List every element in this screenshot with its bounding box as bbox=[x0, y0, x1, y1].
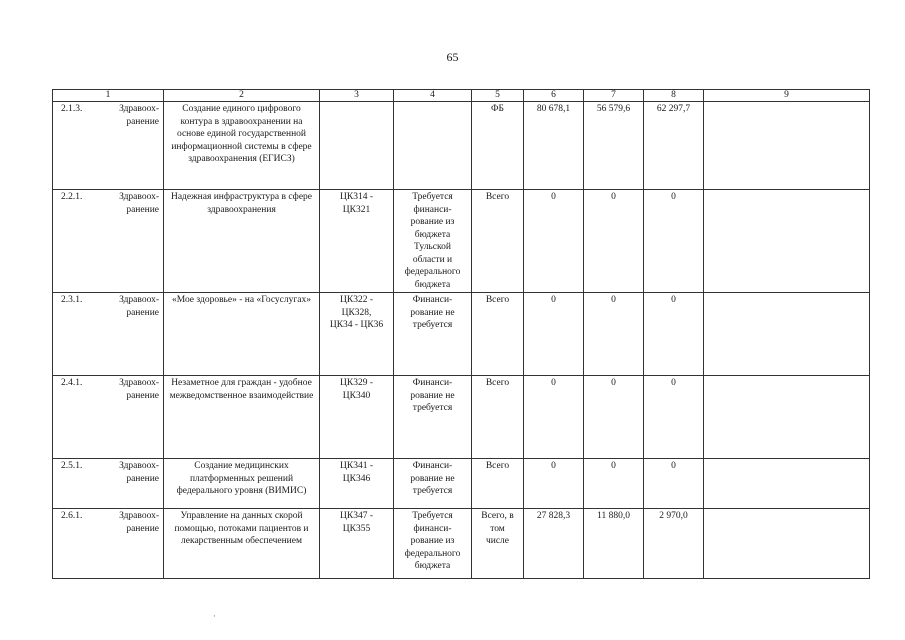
table-row bbox=[53, 509, 870, 579]
table-row bbox=[53, 459, 870, 509]
project-name-cell: Создание единого цифрового контура в здравоохранении на основе единой государственной информационной системы в сфере здравоохранения (ЕГИСЗ) bbox=[164, 102, 320, 190]
number-and-sector-cell bbox=[53, 190, 164, 293]
column-header: 9 bbox=[704, 90, 870, 102]
project-name-cell: Создание медицинских платформенных решений федерального уровня (ВИМИС) bbox=[164, 459, 320, 509]
value-col8-cell: 2 970,0 bbox=[644, 509, 704, 579]
value-col6-cell: 0 bbox=[524, 190, 584, 293]
sector-label: Здравоох- ранение bbox=[119, 378, 159, 401]
value-col8-cell: 62 297,7 bbox=[644, 102, 704, 190]
value-col6-cell: 0 bbox=[524, 459, 584, 509]
indicator-code-cell: ЦК314 - ЦК321 bbox=[320, 190, 394, 293]
value-col7-cell: 0 bbox=[584, 293, 644, 376]
funding-source-cell: Всего, в том числе bbox=[472, 509, 524, 579]
project-name-cell: «Мое здоровье» - на «Госуслугах» bbox=[164, 293, 320, 376]
row-number: 2.5.1. bbox=[61, 461, 83, 471]
indicator-code-cell: ЦК341 - ЦК346 bbox=[320, 459, 394, 509]
row-number: 2.1.3. bbox=[61, 104, 83, 114]
sector-label: Здравоох- ранение bbox=[119, 461, 159, 484]
column-header: 5 bbox=[472, 90, 524, 102]
row-number: 2.4.1. bbox=[61, 378, 83, 388]
sector-label: Здравоох- ранение bbox=[119, 511, 159, 534]
table-row bbox=[53, 376, 870, 459]
number-and-sector-cell bbox=[53, 102, 164, 190]
indicator-code-cell: ЦК322 - ЦК328, ЦК34 - ЦК36 bbox=[320, 293, 394, 376]
indicator-code-cell: ЦК347 - ЦК355 bbox=[320, 509, 394, 579]
funding-source-cell: Всего bbox=[472, 190, 524, 293]
value-col8-cell: 0 bbox=[644, 459, 704, 509]
project-name-cell: Надежная инфраструктура в сфере здравоохранения bbox=[164, 190, 320, 293]
financing-note-cell: Финанси- рование не требуется bbox=[394, 376, 472, 459]
number-and-sector-cell bbox=[53, 376, 164, 459]
col9-cell bbox=[704, 190, 870, 293]
row-number: 2.3.1. bbox=[61, 295, 83, 305]
financing-note-cell bbox=[394, 102, 472, 190]
value-col8-cell: 0 bbox=[644, 376, 704, 459]
row-number: 2.6.1. bbox=[61, 511, 83, 521]
table-row bbox=[53, 190, 870, 293]
number-and-sector-cell bbox=[53, 293, 164, 376]
col9-cell bbox=[704, 102, 870, 190]
value-col7-cell: 0 bbox=[584, 190, 644, 293]
table-row bbox=[53, 102, 870, 190]
funding-source-cell: ФБ bbox=[472, 102, 524, 190]
number-and-sector-cell bbox=[53, 509, 164, 579]
value-col6-cell: 27 828,3 bbox=[524, 509, 584, 579]
value-col6-cell: 80 678,1 bbox=[524, 102, 584, 190]
financing-note-cell: Финанси- рование не требуется bbox=[394, 293, 472, 376]
header-row bbox=[53, 90, 870, 102]
sector-label: Здравоох- ранение bbox=[119, 192, 159, 215]
number-and-sector-cell bbox=[53, 459, 164, 509]
indicator-code-cell bbox=[320, 102, 394, 190]
value-col7-cell: 56 579,6 bbox=[584, 102, 644, 190]
financing-note-cell: Требуется финанси- рование из бюджета Тульской области и федерального бюджета bbox=[394, 190, 472, 293]
col9-cell bbox=[704, 509, 870, 579]
col9-cell bbox=[704, 459, 870, 509]
financing-note-cell: Финанси- рование не требуется bbox=[394, 459, 472, 509]
scan-mark: · bbox=[213, 612, 216, 622]
project-name-cell: Незаметное для граждан - удобное межведомственное взаимодействие bbox=[164, 376, 320, 459]
column-header: 8 bbox=[644, 90, 704, 102]
financing-note-cell: Требуется финанси- рование из федерального бюджета bbox=[394, 509, 472, 579]
column-header: 7 bbox=[584, 90, 644, 102]
value-col6-cell: 0 bbox=[524, 293, 584, 376]
row-number: 2.2.1. bbox=[61, 192, 83, 202]
project-name-cell: Управление на данных скорой помощью, потоками пациентов и лекарственным обеспечением bbox=[164, 509, 320, 579]
page-number: 65 bbox=[446, 50, 459, 64]
sector-label: Здравоох- ранение bbox=[119, 104, 159, 127]
table-row bbox=[53, 293, 870, 376]
column-header: 4 bbox=[394, 90, 472, 102]
column-header: 6 bbox=[524, 90, 584, 102]
funding-source-cell: Всего bbox=[472, 459, 524, 509]
col9-cell bbox=[704, 376, 870, 459]
column-header: 2 bbox=[164, 90, 320, 102]
value-col8-cell: 0 bbox=[644, 293, 704, 376]
column-header: 1 bbox=[53, 90, 164, 102]
value-col8-cell: 0 bbox=[644, 190, 704, 293]
funding-source-cell: Всего bbox=[472, 293, 524, 376]
col9-cell bbox=[704, 293, 870, 376]
indicator-code-cell: ЦК329 - ЦК340 bbox=[320, 376, 394, 459]
value-col6-cell: 0 bbox=[524, 376, 584, 459]
funding-source-cell: Всего bbox=[472, 376, 524, 459]
value-col7-cell: 11 880,0 bbox=[584, 509, 644, 579]
value-col7-cell: 0 bbox=[584, 376, 644, 459]
budget-table bbox=[52, 89, 870, 579]
sector-label: Здравоох- ранение bbox=[119, 295, 159, 318]
value-col7-cell: 0 bbox=[584, 459, 644, 509]
column-header: 3 bbox=[320, 90, 394, 102]
